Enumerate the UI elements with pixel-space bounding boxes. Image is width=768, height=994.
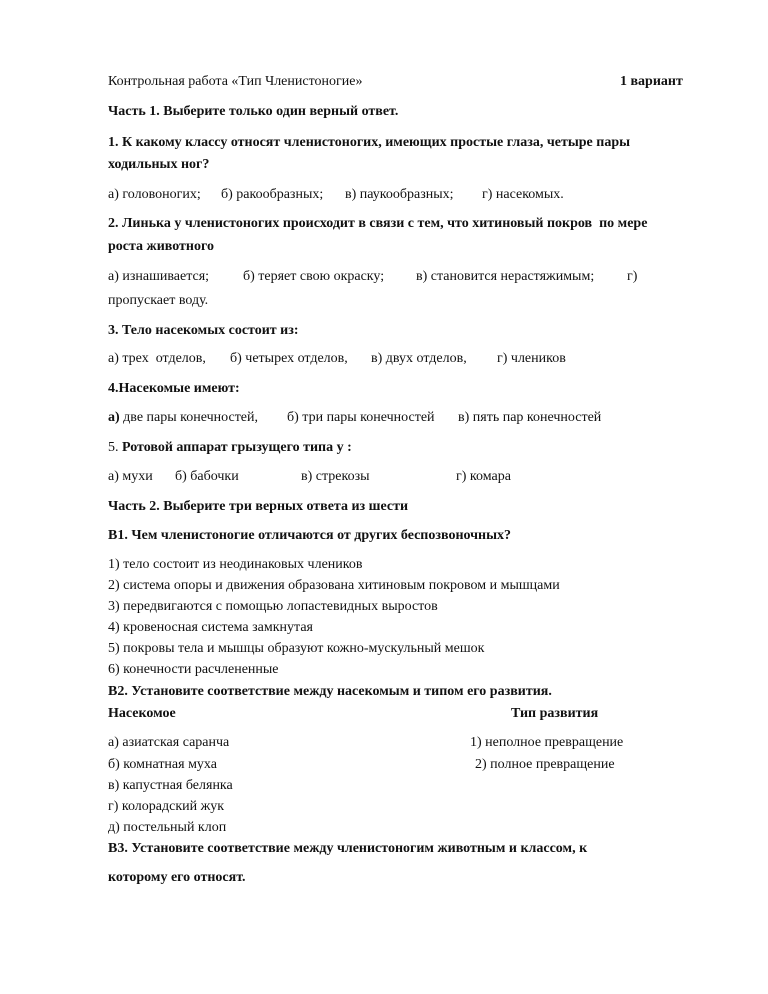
b2-insect-c: в) капустная белянка (108, 778, 233, 793)
q3-answer-a: а) трех отделов, (108, 351, 206, 366)
b1-option-4: 4) кровеносная система замкнутая (108, 620, 313, 635)
q2-line2: роста животного (108, 239, 214, 254)
q2-line1: 2. Линька у членистоногих происходит в связи с тем, что хитиновый покров по мере (108, 216, 648, 231)
b2-insect-b: б) комнатная муха (108, 757, 217, 772)
q1-answer-d: г) насекомых. (482, 187, 564, 202)
q1-line2: ходильных ног? (108, 157, 210, 172)
q5-question: Ротовой аппарат грызущего типа у : (122, 440, 352, 455)
q4-answers (108, 409, 258, 427)
q2-answer-c: в) становится нерастяжимым; (416, 269, 595, 284)
q1-answer-b: б) ракообразных; (221, 187, 324, 202)
q3-answer-d: г) члеников (497, 351, 566, 366)
q5-number: 5. (108, 440, 122, 455)
q4-answer-a-label: а) (108, 410, 120, 425)
b1-text: В1. Чем членистоногие отличаются от других беспозвоночных? (108, 528, 512, 543)
q5-answer-a: а) мухи (108, 469, 153, 484)
q2-answer-b: б) теряет свою окраску; (243, 269, 385, 284)
b2-insect-e: д) постельный клоп (108, 820, 227, 835)
b1-option-2: 2) система опоры и движения образована хитиновым покровом и мышцами (108, 578, 560, 593)
b3-line2: которому его относят. (108, 870, 246, 885)
part2-heading: Часть 2. Выберите три верных ответа из шести (108, 499, 409, 514)
b2-type-1: 1) неполное превращение (470, 735, 624, 750)
b1-option-6: 6) конечности расчлененные (108, 662, 279, 677)
b1-option-1: 1) тело состоит из неодинаковых члеников (108, 557, 363, 572)
b3-line1: В3. Установите соответствие между членистоногим животным и классом, к (108, 841, 588, 856)
q5-text (108, 439, 352, 457)
q5-answer-d: г) комара (456, 469, 511, 484)
q4-answer-c: в) пять пар конечностей (458, 410, 602, 425)
b2-insect-a: а) азиатская саранча (108, 735, 230, 750)
q2-answer-d-cont: пропускает воду. (108, 293, 209, 308)
part1-heading: Часть 1. Выберите только один верный ответ. (108, 104, 399, 119)
b2-text: В2. Установите соответствие между насекомым и типом его развития. (108, 684, 552, 699)
q5-answer-c: в) стрекозы (301, 469, 370, 484)
b2-col-left: Насекомое (108, 706, 176, 721)
variant-label: 1 вариант (620, 74, 683, 89)
q3-text: 3. Тело насекомых состоит из: (108, 323, 299, 338)
q3-answer-b: б) четырех отделов, (230, 351, 348, 366)
q4-answer-a: две пары конечностей, (119, 410, 259, 425)
q2-answer-a: а) изнашивается; (108, 269, 210, 284)
q1-answer-c: в) паукообразных; (345, 187, 454, 202)
q1-answer-a: а) головоногих; (108, 187, 201, 202)
q3-answer-c: в) двух отделов, (371, 351, 467, 366)
b1-option-5: 5) покровы тела и мышцы образуют кожно-мускульный мешок (108, 641, 485, 656)
test-title: Контрольная работа «Тип Членистоногие» (108, 74, 363, 89)
b2-type-2: 2) полное превращение (475, 757, 615, 772)
q1-line1: 1. К какому классу относят членистоногих, имеющих простые глаза, четыре пары (108, 135, 631, 150)
b2-insect-d: г) колорадский жук (108, 799, 225, 814)
q2-answer-d: г) (627, 269, 638, 284)
b1-option-3: 3) передвигаются с помощью лопастевидных выростов (108, 599, 438, 614)
b2-col-right: Тип развития (511, 706, 599, 721)
q4-text: 4.Насекомые имеют: (108, 381, 240, 396)
q4-answer-b: б) три пары конечностей (287, 410, 435, 425)
q5-answer-b: б) бабочки (175, 469, 239, 484)
